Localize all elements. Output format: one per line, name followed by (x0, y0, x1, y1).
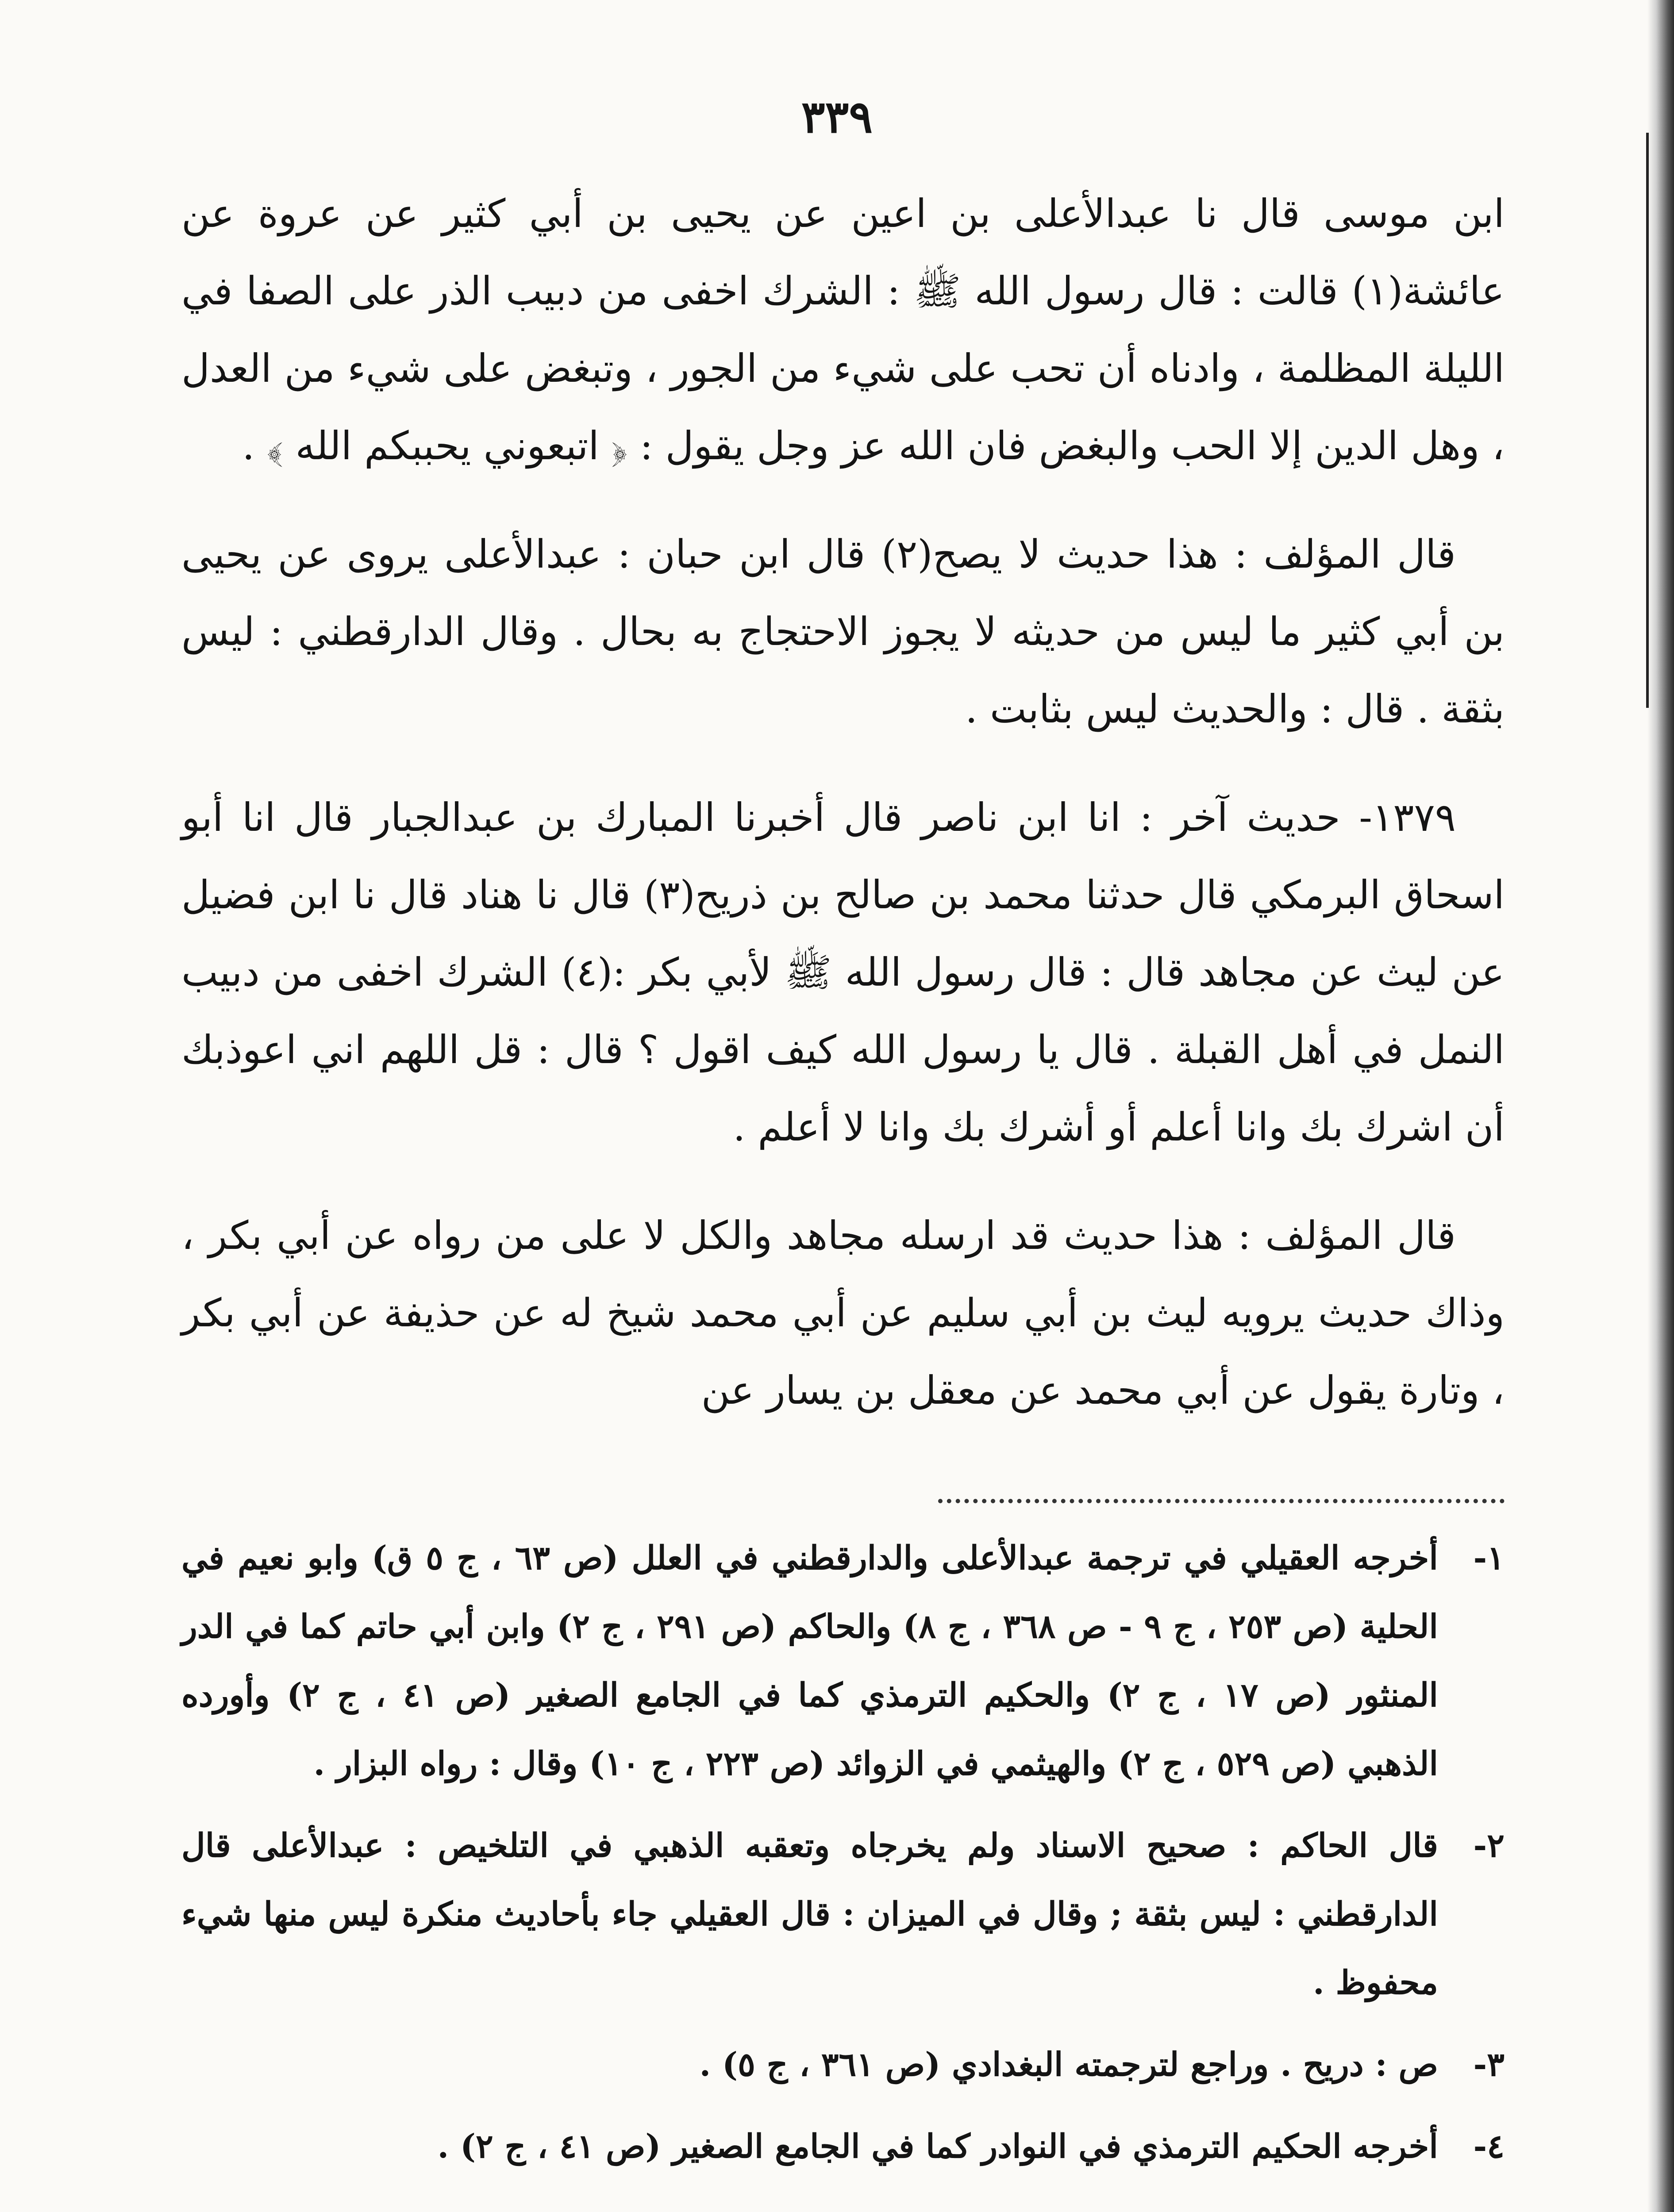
paragraph: ١٣٧٩- حديث آخر : انا ابن ناصر قال أخبرنا المبارك بن عبدالجبار قال انا أبو اسحاق البرمكي قال حدثنا محمد بن صالح بن ذريح(٣) قال نا هناد قال نا ابن فضيل عن ليث عن مجاهد قال : قال رسول الله ﷺ لأبي بكر :(٤) الشرك اخفى من دبيب النمل في أهل القبلة . قال يا رسول الله كيف اقول ؟ قال : قل اللهم اني اعوذبك أن اشرك بك وانا أعلم أو أشرك بك وانا لا أعلم . (181, 795, 1505, 1150)
footnote-number: ٣- (1473, 2046, 1505, 2084)
footnote (181, 1812, 1505, 2017)
page-binding-edge (1647, 0, 1674, 2212)
footnote-text: أخرجه العقيلي في ترجمة عبدالأعلى والدارقطني في العلل (ص ٦٣ ، ج ٥ ق) وابو نعيم في الحلية (ص ٢٥٣ ، ج ٩ - ص ٣٦٨ ، ج ٨) والحاكم (ص ٢٩١ ، ج ٢) وابن أبي حاتم كما في الدر المنثور (ص ١٧ ، ج ٢) والحكيم الترمذي كما في الجامع الصغير (ص ٤١ ، ج ٢) وأورده الذهبي (ص ٥٢٩ ، ج ٢) والهيثمي في الزوائد (ص ٢٢٣ ، ج ١٠) وقال : رواه البزار . (181, 1539, 1438, 1783)
footnote (181, 1524, 1505, 1798)
footnote-divider (938, 1499, 1505, 1503)
footnote-text: ص : دريح . وراجع لترجمته البغدادي (ص ٣٦١ ، ج ٥) . (699, 2046, 1438, 2084)
footnote (181, 2031, 1505, 2099)
footnote-number: ١- (1473, 1539, 1505, 1577)
footnote-text: قال الحاكم : صحيح الاسناد ولم يخرجاه وتعقبه الذهبي في التلخيص : عبدالأعلى قال الدارقطني : ليس بثقة ; وقال في الميزان : قال العقيلي جاء بأحاديث منكرة ليس منها شيء محفوظ . (181, 1827, 1438, 2002)
paragraph: قال المؤلف : هذا حديث لا يصح(٢) قال ابن حبان : عبدالأعلى يروى عن يحيى بن أبي كثير ما ليس من حديثه لا يجوز الاحتجاج به بحال . وقال الدارقطني : ليس بثقة . قال : والحديث ليس بثابت . (181, 531, 1505, 732)
footnotes (181, 1524, 1505, 2194)
footnote-text: أخرجه الحكيم الترمذي في النوادر كما في الجامع الصغير (ص ٤١ ، ج ٢) . (437, 2128, 1438, 2166)
main-text (181, 175, 1505, 1429)
paragraph: قال المؤلف : هذا حديث قد ارسله مجاهد والكل لا على من رواه عن أبي بكر ، وذاك حديث يرويه ليث بن أبي سليم عن أبي محمد شيخ له عن حذيفة عن أبي بكر ، وتارة يقول عن أبي محمد عن معقل بن يسار عن (181, 1213, 1505, 1413)
footnote-number: ٤- (1473, 2128, 1505, 2166)
footnote-number: ٢- (1473, 1827, 1505, 1865)
paragraph: ابن موسى قال نا عبدالأعلى بن اعين عن يحيى بن أبي كثير عن عروة عن عائشة(١) قالت : قال رسول الله ﷺ : الشرك اخفى من دبيب الذر على الصفا في الليلة المظلمة ، وادناه أن تحب على شيء من الجور ، وتبغض على شيء من العدل ، وهل الدين إلا الحب والبغض فان الله عز وجل يقول : ﴿ اتبعوني يحببكم الله ﴾ . (181, 191, 1505, 469)
binding-line (1646, 133, 1649, 708)
footnote (181, 2112, 1505, 2181)
page-number: ٣٣٩ (801, 91, 873, 143)
